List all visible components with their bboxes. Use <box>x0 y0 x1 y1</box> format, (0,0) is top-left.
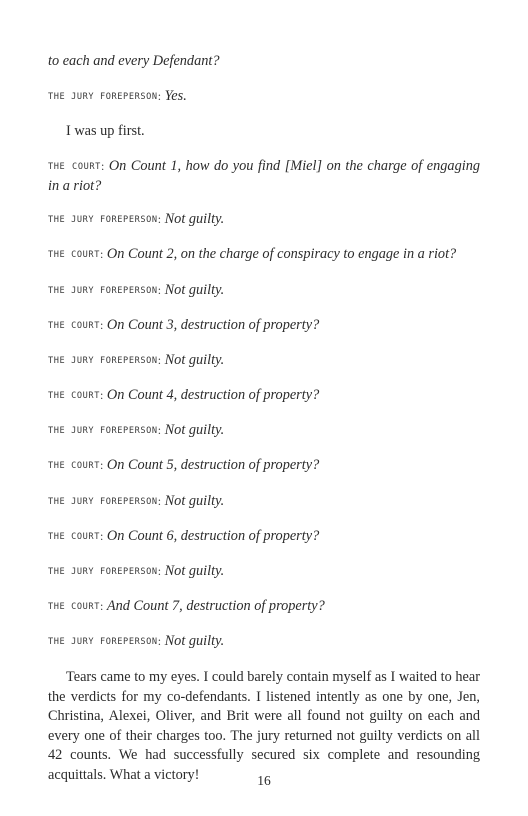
speaker-label: THE JURY FOREPERSON <box>48 497 158 507</box>
speaker-label: THE COURT <box>48 532 100 542</box>
closing-paragraph: Tears came to my eyes. I could barely contain myself as I waited to hear the verdicts for my co-defendants. I listened intently as one by one, Jen, Christina, Alexei, Oliver, and Brit were all found not guilty on each and every one of their charges too. The jury returned not guilty verdicts on all 42 counts. We had successfully secured six complete and resounding acquittals. What a victory! <box>48 669 480 783</box>
speech-text: And Count 7, destruction of property? <box>106 598 325 614</box>
speaker-label: THE COURT <box>48 250 100 260</box>
page-number: 16 <box>257 773 271 788</box>
speech-text: On Count 3, destruction of property? <box>106 317 320 333</box>
speech-text: Not guilty. <box>164 633 225 649</box>
speech-text: Not guilty. <box>164 282 225 298</box>
speaker-label: THE JURY FOREPERSON <box>48 637 158 647</box>
speech-text: Not guilty. <box>164 422 225 438</box>
speaker-label: THE COURT <box>48 321 100 331</box>
transcript-line: THE JURY FOREPERSON: Not guilty. <box>48 563 225 579</box>
transcript-line: THE JURY FOREPERSON: Not guilty. <box>48 633 225 649</box>
speaker-label: THE JURY FOREPERSON <box>48 567 158 577</box>
transcript-line: THE JURY FOREPERSON: Not guilty. <box>48 493 225 509</box>
speech-text: Not guilty. <box>164 493 225 509</box>
speech-text: Not guilty. <box>164 352 225 368</box>
speaker-label: THE COURT <box>48 162 101 172</box>
transcript-line: THE JURY FOREPERSON: Not guilty. <box>48 352 225 368</box>
speaker-label: THE COURT <box>48 391 100 401</box>
speaker-label: THE JURY FOREPERSON <box>48 215 158 225</box>
transcript-line: THE JURY FOREPERSON: Not guilty. <box>48 282 225 298</box>
speaker-label: THE COURT <box>48 461 100 471</box>
speaker-label: THE COURT <box>48 602 100 612</box>
speaker-label: THE JURY FOREPERSON <box>48 92 158 102</box>
speech-text: On Count 2, on the charge of conspiracy to engage in a riot? <box>106 246 457 262</box>
transcript-line: THE COURT: On Count 2, on the charge of conspiracy to engage in a riot? <box>48 246 457 262</box>
speech-text: On Count 6, destruction of property? <box>106 528 320 544</box>
speech-text: Not guilty. <box>164 211 225 227</box>
speech-text: On Count 1, how do you find [Miel] on the charge of engaging in a riot? <box>48 158 481 194</box>
transcript-line: THE JURY FOREPERSON: Yes. <box>48 88 187 104</box>
speaker-label: THE JURY FOREPERSON <box>48 426 158 436</box>
transcript-line: THE COURT: On Count 4, destruction of property? <box>48 387 320 403</box>
speaker-label: THE JURY FOREPERSON <box>48 356 158 366</box>
speech-text: Yes. <box>164 88 187 104</box>
speech-text: On Count 5, destruction of property? <box>106 457 320 473</box>
transcript-line: THE JURY FOREPERSON: Not guilty. <box>48 422 225 438</box>
transcript-line: THE COURT: On Count 1, how do you find [Miel] on the charge of engaging in a riot? <box>48 158 481 194</box>
opening-line: to each and every Defendant? <box>48 53 220 69</box>
speech-text: Not guilty. <box>164 563 225 579</box>
speech-text: On Count 4, destruction of property? <box>106 387 320 403</box>
transcript-line: THE COURT: And Count 7, destruction of property? <box>48 598 325 614</box>
transcript-line: THE COURT: On Count 6, destruction of property? <box>48 528 320 544</box>
transcript-line: THE COURT: On Count 5, destruction of property? <box>48 457 320 473</box>
transcript-line: THE JURY FOREPERSON: Not guilty. <box>48 211 225 227</box>
narration-line: I was up first. <box>66 123 145 139</box>
speaker-label: THE JURY FOREPERSON <box>48 286 158 296</box>
transcript-line: THE COURT: On Count 3, destruction of property? <box>48 317 320 333</box>
